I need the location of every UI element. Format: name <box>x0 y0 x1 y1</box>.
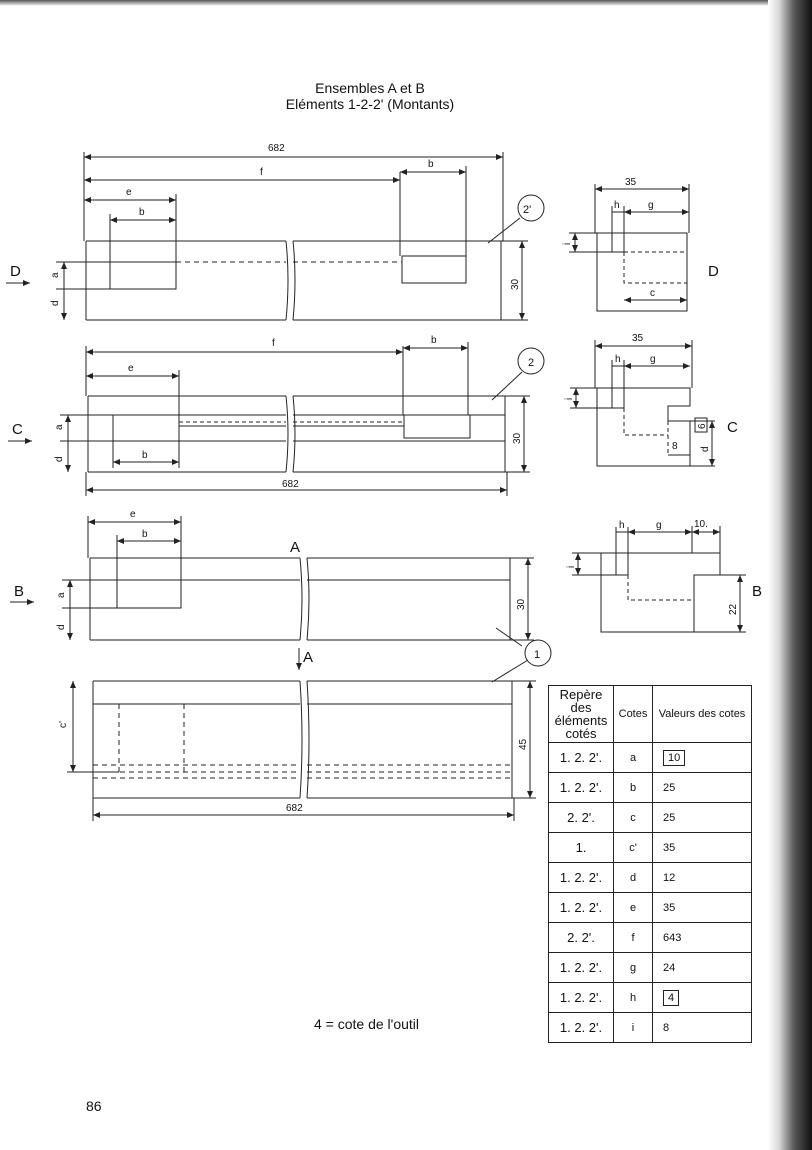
table-header-ref: Repère des éléments cotés <box>549 686 614 743</box>
view-d-section <box>569 184 689 311</box>
table-value: 643 <box>663 931 682 944</box>
view-c-main <box>8 342 544 496</box>
dim-682-d: 682 <box>268 143 285 154</box>
table-row <box>549 863 752 893</box>
table-cell-ref: 1. 2. 2'. <box>549 983 614 1013</box>
dim-c-d: c <box>650 288 655 299</box>
table-value: 10 <box>663 750 685 766</box>
dim-45-a: 45 <box>518 738 529 750</box>
dim-a-c: a <box>54 424 65 430</box>
table-row <box>549 923 752 953</box>
table-cell-value <box>653 863 752 893</box>
dim-b-b: b <box>142 529 148 540</box>
dim-b-c-left: b <box>142 450 148 461</box>
view-b-section <box>572 526 746 632</box>
table-row <box>549 1013 752 1043</box>
callout-1: 1 <box>534 649 541 661</box>
table-row <box>549 803 752 833</box>
dim-35-d: 35 <box>625 177 637 188</box>
table-row <box>549 983 752 1013</box>
table-row <box>549 743 752 773</box>
view-label-a: A <box>290 539 301 556</box>
table-cell-ref: 1. <box>549 833 614 863</box>
table-row <box>549 833 752 863</box>
dim-h-b: h <box>619 520 625 531</box>
table-cell-cote: e <box>614 893 653 923</box>
dim-b-d-right: b <box>428 159 434 170</box>
dim-i-c: i <box>564 397 575 400</box>
dim-i-b: i <box>566 565 577 568</box>
dim-d-d: d <box>50 300 61 306</box>
dim-10-b: 10. <box>694 519 708 530</box>
table-value: 24 <box>663 961 676 974</box>
dim-h-d: h <box>614 200 620 211</box>
table-cell-ref: 1. 2. 2'. <box>549 953 614 983</box>
table-value: 35 <box>663 901 676 914</box>
dim-6-c: 6 <box>697 423 708 429</box>
dim-e-d: e <box>126 187 132 198</box>
dim-30-b: 30 <box>516 598 527 610</box>
dimension-table <box>548 685 752 1043</box>
dim-h-c: h <box>615 354 621 365</box>
table-cell-cote: h <box>614 983 653 1013</box>
table-cell-cote: b <box>614 773 653 803</box>
dim-b-c-right: b <box>431 335 437 346</box>
dim-g-c: g <box>650 354 656 365</box>
table-cell-value <box>653 803 752 833</box>
page-number: 86 <box>86 1098 102 1114</box>
dim-b-d-left: b <box>139 207 145 218</box>
dim-8-c: 8 <box>672 441 678 452</box>
dim-682-c: 682 <box>282 479 299 490</box>
table-cell-cote: c <box>614 803 653 833</box>
table-cell-value <box>653 1013 752 1043</box>
view-label-c: C <box>12 421 23 438</box>
table-value: 25 <box>663 781 676 794</box>
dim-g-d: g <box>648 200 654 211</box>
callout-2: 2 <box>528 357 535 369</box>
table-cell-value <box>653 953 752 983</box>
dim-35-c: 35 <box>632 333 644 344</box>
table-header-values: Valeurs des cotes <box>653 686 752 743</box>
view-a-main <box>67 640 551 821</box>
table-cell-value <box>653 983 752 1013</box>
table-cell-value <box>653 833 752 863</box>
table-cell-cote: c' <box>614 833 653 863</box>
table-cell-cote: d <box>614 863 653 893</box>
dim-682-a: 682 <box>286 803 303 814</box>
view-label-b: B <box>14 583 25 600</box>
table-header-cotes: Cotes <box>614 686 653 743</box>
dim-f-d: f <box>260 167 263 178</box>
dim-22-b: 22 <box>728 603 739 615</box>
table-cell-cote: a <box>614 743 653 773</box>
table-cell-ref: 2. 2'. <box>549 923 614 953</box>
dim-d-b: d <box>56 624 67 630</box>
table-cell-ref: 1. 2. 2'. <box>549 743 614 773</box>
table-header-row <box>549 686 752 743</box>
dim-i-d: i <box>562 242 573 245</box>
dim-c-prime-a: c' <box>58 721 69 728</box>
table-cell-cote: f <box>614 923 653 953</box>
table-cell-value <box>653 893 752 923</box>
dim-a-d: a <box>50 272 61 278</box>
view-label-b-right: B <box>752 583 763 600</box>
table-cell-ref: 1. 2. 2'. <box>549 1013 614 1043</box>
dim-e-c: e <box>128 363 134 374</box>
view-d-main <box>6 152 544 320</box>
table-value: 35 <box>663 841 676 854</box>
footnote: 4 = cote de l'outil <box>314 1016 420 1032</box>
dim-a-b: a <box>56 592 67 598</box>
dim-30-c: 30 <box>512 432 523 444</box>
dim-d-c-right: d <box>700 446 711 452</box>
table-cell-ref: 1. 2. 2'. <box>549 863 614 893</box>
drawing-subtitle: Eléments 1-2-2' (Montants) <box>285 96 455 112</box>
dim-g-b: g <box>656 520 662 531</box>
table-row <box>549 773 752 803</box>
table-cell-ref: 2. 2'. <box>549 803 614 833</box>
dim-f-c: f <box>272 338 275 349</box>
drawing-title: Ensembles A et B <box>315 80 425 96</box>
table-value: 8 <box>663 1021 670 1034</box>
table-value: 12 <box>663 871 676 884</box>
table-cell-ref: 1. 2. 2'. <box>549 773 614 803</box>
table-cell-value <box>653 743 752 773</box>
table-cell-value <box>653 773 752 803</box>
table-cell-ref: 1. 2. 2'. <box>549 893 614 923</box>
table-cell-cote: g <box>614 953 653 983</box>
view-label-a-bottom: A <box>303 649 314 666</box>
table-cell-cote: i <box>614 1013 653 1043</box>
callout-2-prime: 2' <box>523 204 532 216</box>
view-label-c-right: C <box>727 419 738 436</box>
view-c-section <box>570 340 715 466</box>
table-body <box>549 743 752 1043</box>
table-value: 25 <box>663 811 676 824</box>
dim-e-b: e <box>130 509 136 520</box>
view-label-d: D <box>10 263 21 280</box>
table-row <box>549 953 752 983</box>
dim-d-c: d <box>54 456 65 462</box>
view-b-main <box>10 516 534 646</box>
table-row <box>549 893 752 923</box>
view-label-d-right: D <box>708 263 719 280</box>
table-value: 4 <box>663 990 679 1006</box>
table-cell-value <box>653 923 752 953</box>
dim-30-d: 30 <box>510 278 521 290</box>
